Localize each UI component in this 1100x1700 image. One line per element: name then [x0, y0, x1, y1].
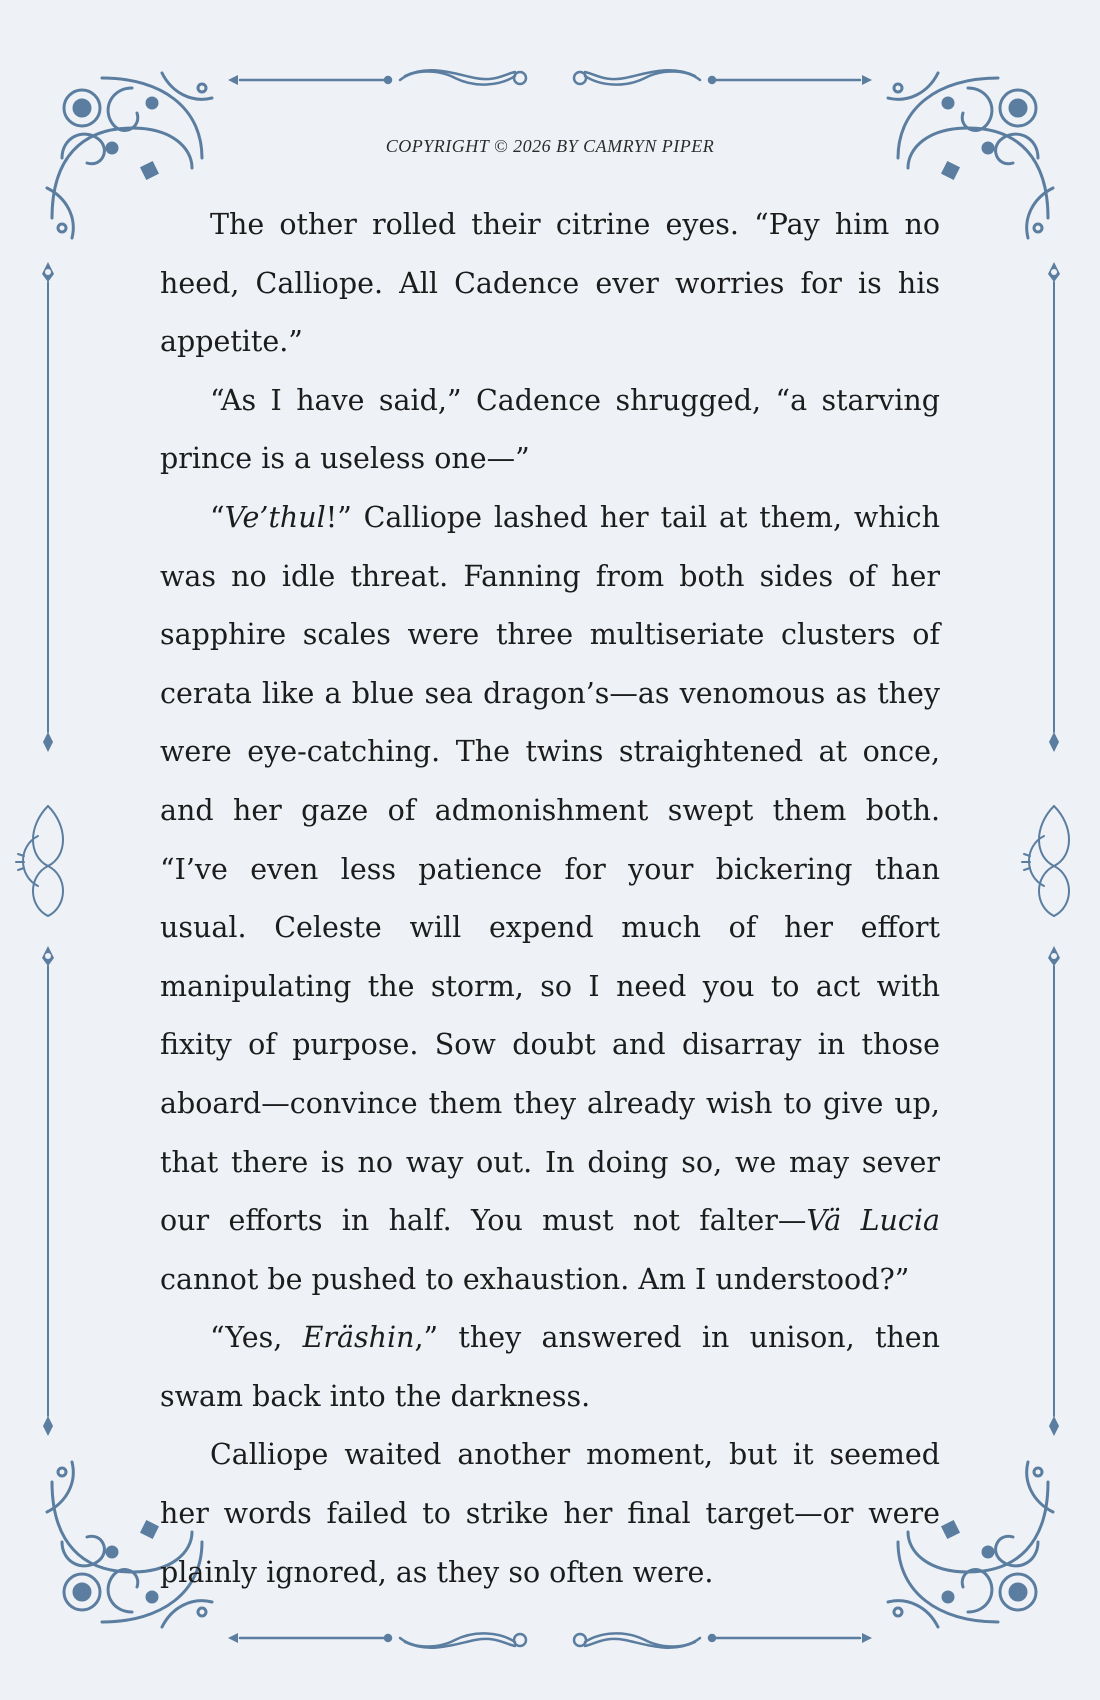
text-segment: The other rolled their citrine eyes. “Pay him no heed, Calliope. All Cadence ever worries for is his appetite.”: [160, 208, 940, 359]
text-segment: Calliope waited another moment, but it seemed her words failed to strike her final target—or were plainly ignored, as they so often were.: [160, 1438, 940, 1589]
paragraph: [160, 196, 940, 372]
text-segment: ,” they answered in unison, then swam back into the darkness.: [160, 1321, 941, 1413]
text-segment: “: [210, 500, 225, 534]
text-segment: !” Calliope lashed her tail at them, which was no idle threat. Fanning from both sides of her sapphire scales were three multiseriate clusters of cerata like a blue sea dragon’s—as venomous as they were eye-catching. The twins straightened at once, and her gaze of admonishment swept them both. “I’ve even less patience for your bickering than usual. Celeste will expend much of her effort manipulating the storm, so I need you to act with fixity of purpose. Sow doubt and disarray in those aboard—convince them they already wish to give up, that there is no way out. In doing so, we may sever our efforts in half. You must not falter—: [160, 500, 940, 1238]
chapter-body-text: [160, 196, 940, 1602]
copyright-line: COPYRIGHT © 2026 BY CAMRYN PIPER: [385, 136, 715, 156]
paragraph: [160, 372, 940, 489]
text-segment: “As I have said,” Cadence shrugged, “a starving prince is a useless one—”: [160, 383, 940, 476]
italic-text: Eräshin: [302, 1321, 415, 1355]
paragraph: [160, 1426, 940, 1602]
italic-text: Vä Lucia: [806, 1204, 940, 1238]
text-segment: “Yes,: [210, 1321, 303, 1355]
text-segment: cannot be pushed to exhaustion. Am I understood?”: [160, 1262, 910, 1296]
paragraph: [160, 489, 940, 1309]
paragraph: [160, 1309, 940, 1426]
italic-text: Ve’thul: [224, 500, 326, 534]
